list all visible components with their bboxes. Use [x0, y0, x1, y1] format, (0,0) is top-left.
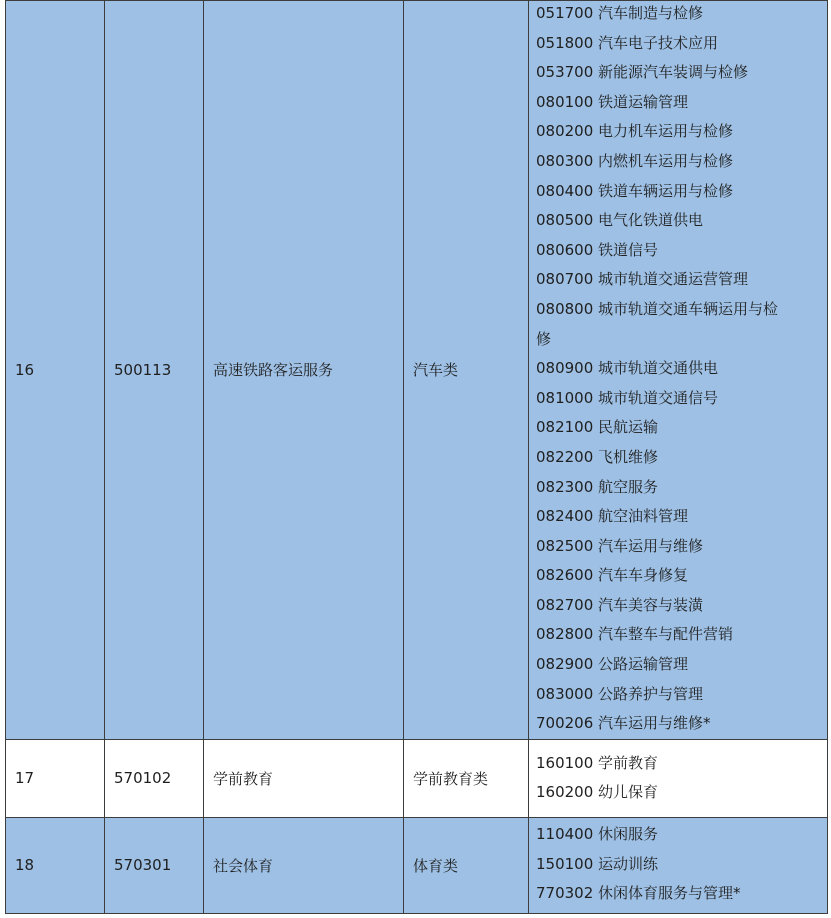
- related-majors-cell: [529, 739, 828, 817]
- related-major-item: 080800 城市轨道交通车辆运用与检: [536, 299, 779, 318]
- related-major-item: 080900 城市轨道交通供电: [536, 359, 719, 378]
- related-major-item: 083000 公路养护与管理: [536, 684, 704, 703]
- related-major-item: 082200 飞机维修: [536, 447, 659, 466]
- major-code-cell: 570301: [105, 817, 204, 913]
- related-major-item: 082600 汽车车身修复: [536, 566, 689, 585]
- related-major-item: 081000 城市轨道交通信号: [536, 388, 719, 407]
- related-major-item: 160100 学前教育: [536, 753, 659, 772]
- related-major-item: 080700 城市轨道交通运营管理: [536, 270, 749, 289]
- major-name-cell: 社会体育: [204, 817, 404, 913]
- related-major-item: 082500 汽车运用与维修: [536, 536, 704, 555]
- major-code-cell: 500113: [105, 1, 204, 740]
- major-name-cell: 学前教育: [204, 739, 404, 817]
- related-major-item: 080500 电气化铁道供电: [536, 211, 704, 230]
- related-major-item: 051700 汽车制造与检修: [536, 4, 704, 22]
- related-major-item: 080100 铁道运输管理: [536, 92, 689, 111]
- row-index-cell: 18: [6, 817, 105, 913]
- related-major-item-continued: 修: [536, 329, 552, 348]
- row-index-cell: 17: [6, 739, 105, 817]
- related-major-item: 150100 运动训练: [536, 854, 659, 873]
- category-cell: 体育类: [404, 817, 529, 913]
- major-mapping-table: [5, 0, 828, 914]
- related-major-item: 082300 航空服务: [536, 477, 659, 496]
- related-major-item: 082700 汽车美容与装潢: [536, 595, 704, 614]
- related-major-item: 700206 汽车运用与维修*: [536, 714, 711, 733]
- related-major-item: 770302 休闲体育服务与管理*: [536, 884, 741, 903]
- related-major-item: 110400 休闲服务: [536, 824, 659, 843]
- related-major-item: 082900 公路运输管理: [536, 655, 689, 674]
- major-name-cell: 高速铁路客运服务: [204, 1, 404, 740]
- table-row-16: [6, 1, 828, 740]
- related-major-item: 082400 航空油料管理: [536, 507, 689, 526]
- category-cell: 汽车类: [404, 1, 529, 740]
- related-major-item: 082800 汽车整车与配件营销: [536, 625, 734, 644]
- related-major-item: 051800 汽车电子技术应用: [536, 33, 719, 52]
- related-majors-cell: [529, 817, 828, 913]
- related-major-item: 080300 内燃机车运用与检修: [536, 151, 734, 170]
- related-majors-cell: [529, 1, 828, 740]
- table-row-17: [6, 739, 828, 817]
- related-major-item: 080400 铁道车辆运用与检修: [536, 181, 734, 200]
- table-row-18: [6, 817, 828, 913]
- related-major-item: 080600 铁道信号: [536, 240, 659, 259]
- category-cell: 学前教育类: [404, 739, 529, 817]
- related-major-item: 160200 幼儿保育: [536, 783, 659, 802]
- related-major-item: 080200 电力机车运用与检修: [536, 122, 734, 141]
- related-major-item: 082100 民航运输: [536, 418, 659, 437]
- related-major-item: 053700 新能源汽车装调与检修: [536, 63, 749, 82]
- major-code-cell: 570102: [105, 739, 204, 817]
- row-index-cell: 16: [6, 1, 105, 740]
